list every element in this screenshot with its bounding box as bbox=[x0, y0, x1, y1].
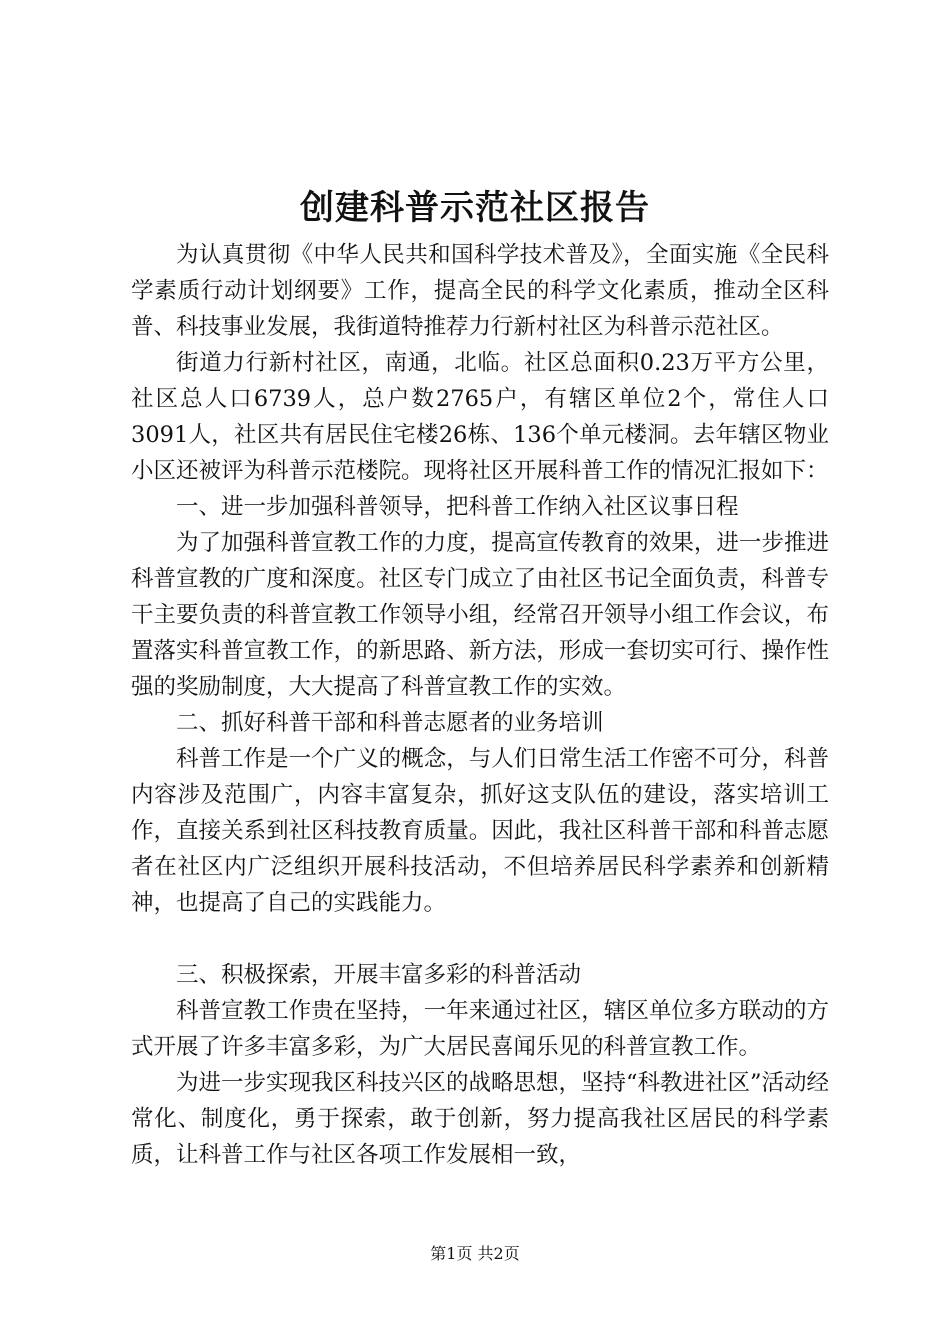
page-number-footer: 第1页 共2页 bbox=[430, 1244, 520, 1263]
section-heading: 二、抓好科普干部和科普志愿者的业务培训 bbox=[176, 710, 604, 736]
document-title: 创建科普示范社区报告 bbox=[300, 188, 650, 228]
body-paragraph: 为认真贯彻《中华人民共和国科学技术普及》，全面实施《全民科学素质行动计划纲要》工作，提高全民的科学文化素质，推动全区科普、科技事业发展，我街道特推荐力行新村社区为科普示范社区。 bbox=[131, 242, 829, 340]
body-paragraph: 科普宣教工作贵在坚持，一年来通过社区，辖区单位多方联动的方式开展了许多丰富多彩，为广大居民喜闻乐见的科普宣教工作。 bbox=[131, 998, 829, 1060]
section-heading: 一、进一步加强科普领导，把科普工作纳入社区议事日程 bbox=[176, 494, 739, 520]
body-paragraph: 为进一步实现我区科技兴区的战略思想，坚持“科教进社区”活动经常化、制度化，勇于探索，敢于创新，努力提高我社区居民的科学素质，让科普工作与社区各项工作发展相一致， bbox=[131, 1070, 830, 1168]
document-body bbox=[131, 237, 829, 1173]
section-heading: 三、积极探索，开展丰富多彩的科普活动 bbox=[176, 962, 582, 988]
body-paragraph: 为了加强科普宣教工作的力度，提高宣传教育的效果，进一步推进科普宣教的广度和深度。社区专门成立了由社区书记全面负责，科普专干主要负责的科普宣教工作领导小组，经常召开领导小组工作会议，布置落实科普宣教工作，的新思路、新方法，形成一套切实可行、操作性强的奖励制度，大大提高了科普宣教工作的实效。 bbox=[131, 530, 829, 700]
body-paragraph: 科普工作是一个广义的概念，与人们日常生活工作密不可分，科普内容涉及范围广，内容丰富复杂，抓好这支队伍的建设，落实培训工作，直接关系到社区科技教育质量。因此，我社区科普干部和科普志愿者在社区内广泛组织开展科技活动，不但培养居民科学素养和创新精神，也提高了自己的实践能力。 bbox=[131, 746, 829, 916]
body-paragraph: 街道力行新村社区，南通，北临。社区总面积0.23万平方公里，社区总人口6739人，总户数2765户，有辖区单位2个，常住人口3091人，社区共有居民住宅楼26栋、136个单元楼洞。去年辖区物业小区还被评为科普示范楼院。现将社区开展科普工作的情况汇报如下： bbox=[131, 350, 829, 484]
